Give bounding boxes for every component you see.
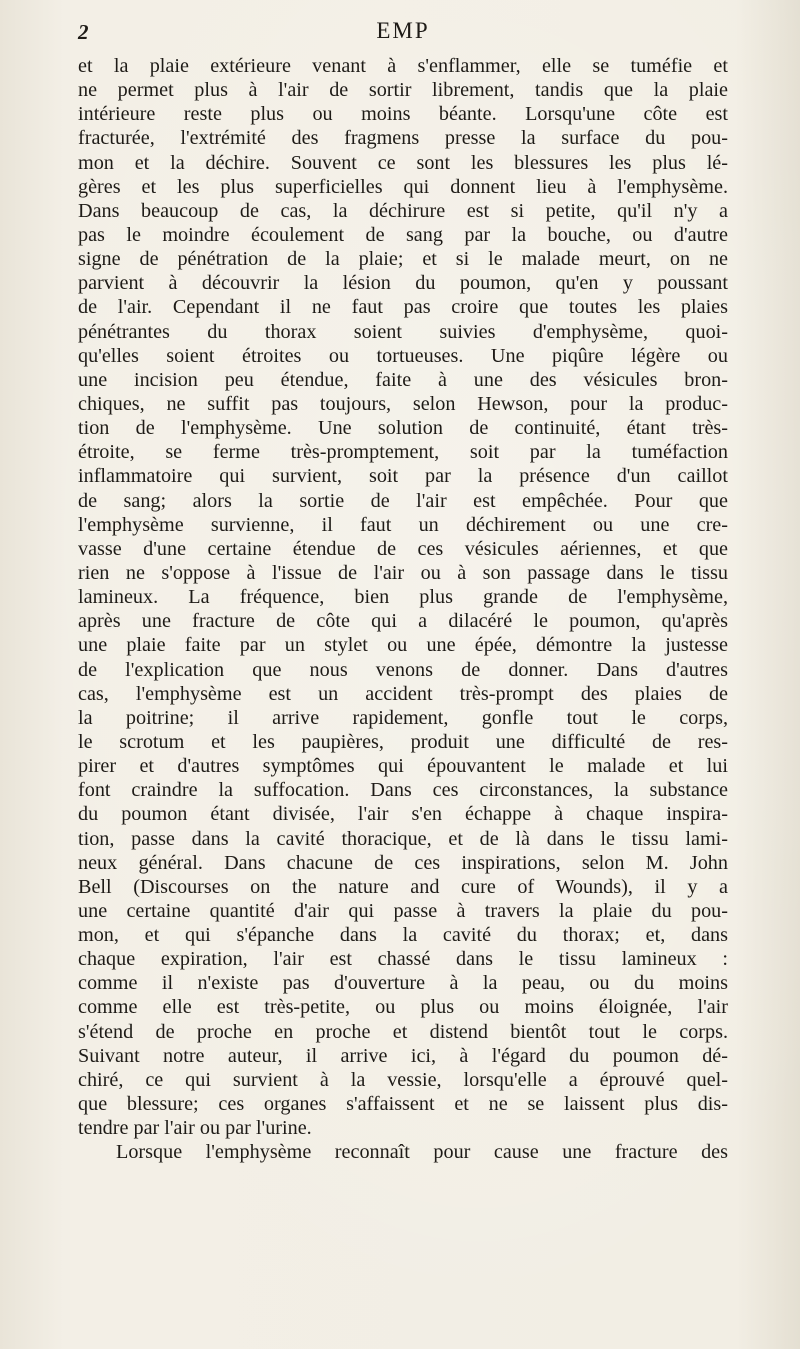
text-line: Suivant notre auteur, il arrive ici, à l'égard du poumon dé- bbox=[78, 1044, 728, 1067]
text-line: l'emphysème survienne, il faut un déchirement ou une cre- bbox=[78, 513, 728, 536]
text-line: mon et la déchire. Souvent ce sont les blessures les plus lé- bbox=[78, 151, 728, 174]
text-line: chaque expiration, l'air est chassé dans le tissu lamineux : bbox=[78, 948, 728, 971]
text-line: signe de pénétration de la plaie; et si le malade meurt, on ne bbox=[78, 248, 728, 271]
text-line: comme elle est très-petite, ou plus ou moins éloignée, l'air bbox=[78, 996, 728, 1019]
text-line: du poumon étant divisée, l'air s'en échappe à chaque inspira- bbox=[78, 803, 728, 826]
text-line: inflammatoire qui survient, soit par la présence d'un caillot bbox=[78, 465, 728, 488]
text-line: mon, et qui s'épanche dans la cavité du thorax; et, dans bbox=[78, 924, 728, 947]
text-line: lamineux. La fréquence, bien plus grande de l'emphysème, bbox=[78, 586, 728, 609]
text-line: comme il n'existe pas d'ouverture à la peau, ou du moins bbox=[78, 972, 728, 995]
text-line: chiré, ce qui survient à la vessie, lorsqu'elle a éprouvé quel- bbox=[78, 1068, 728, 1091]
text-line: Lorsque l'emphysème reconnaît pour cause une fracture des bbox=[116, 1141, 728, 1164]
text-line: Bell (Discourses on the nature and cure of Wounds), il y a bbox=[78, 875, 728, 898]
text-line: parvient à découvrir la lésion du poumon, qu'en y poussant bbox=[78, 272, 728, 295]
text-line: tion de l'emphysème. Une solution de continuité, étant très- bbox=[78, 417, 728, 440]
text-line: gères et les plus superficielles qui donnent lieu à l'emphysème. bbox=[78, 175, 728, 198]
text-line: neux général. Dans chacune de ces inspirations, selon M. John bbox=[78, 851, 728, 874]
text-line: une certaine quantité d'air qui passe à travers la plaie du pou- bbox=[78, 899, 728, 922]
text-line: une incision peu étendue, faite à une des vésicules bron- bbox=[78, 368, 728, 391]
text-line: cas, l'emphysème est un accident très-prompt des plaies de bbox=[78, 682, 728, 705]
text-line: de sang; alors la sortie de l'air est empêchée. Pour que bbox=[78, 489, 728, 512]
text-line: de l'explication que nous venons de donner. Dans d'autres bbox=[78, 658, 728, 681]
text-line: rien ne s'oppose à l'issue de l'air ou à son passage dans le tissu bbox=[78, 561, 728, 584]
text-line: étroite, se ferme très-promptement, soit par la tuméfaction bbox=[78, 441, 728, 464]
text-line: tion, passe dans la cavité thoracique, et de là dans le tissu lami- bbox=[78, 827, 728, 850]
text-line: que blessure; ces organes s'affaissent et ne se laissent plus dis- bbox=[78, 1093, 728, 1116]
text-line: fracturée, l'extrémité des fragmens presse la surface du pou- bbox=[78, 127, 728, 150]
text-line: qu'elles soient étroites ou tortueuses. Une piqûre légère ou bbox=[78, 344, 728, 367]
text-line: chiques, ne suffit pas toujours, selon Hewson, pour la produc- bbox=[78, 392, 728, 415]
text-line: tendre par l'air ou par l'urine. bbox=[78, 1117, 312, 1140]
text-line: après une fracture de côte qui a dilacéré le poumon, qu'après bbox=[78, 610, 728, 633]
text-line: pénétrantes du thorax soient suivies d'emphysème, quoi- bbox=[78, 320, 728, 343]
text-line: la poitrine; il arrive rapidement, gonfle tout le corps, bbox=[78, 706, 728, 729]
text-line: pirer et d'autres symptômes qui épouvantent le malade et lui bbox=[78, 755, 728, 778]
text-line: le scrotum et les paupières, produit une difficulté de res- bbox=[78, 730, 728, 753]
text-line: ne permet plus à l'air de sortir librement, tandis que la plaie bbox=[78, 79, 728, 102]
running-head: EMP bbox=[376, 18, 430, 43]
page-header bbox=[78, 18, 728, 48]
body-text bbox=[78, 54, 728, 1164]
text-line: pas le moindre écoulement de sang par la bouche, ou d'autre bbox=[78, 223, 728, 246]
text-line: intérieure reste plus ou moins béante. Lorsqu'une côte est bbox=[78, 103, 728, 126]
text-line: et la plaie extérieure venant à s'enflammer, elle se tuméfie et bbox=[78, 55, 728, 77]
page-number: 2 bbox=[78, 20, 89, 44]
text-line: Dans beaucoup de cas, la déchirure est si petite, qu'il n'y a bbox=[78, 199, 728, 222]
text-line: de l'air. Cependant il ne faut pas croire que toutes les plaies bbox=[78, 296, 728, 319]
text-line: s'étend de proche en proche et distend bientôt tout le corps. bbox=[78, 1020, 728, 1043]
text-line: une plaie faite par un stylet ou une épée, démontre la justesse bbox=[78, 634, 728, 657]
text-line: vasse d'une certaine étendue de ces vésicules aériennes, et que bbox=[78, 537, 728, 560]
text-line: font craindre la suffocation. Dans ces circonstances, la substance bbox=[78, 779, 728, 802]
